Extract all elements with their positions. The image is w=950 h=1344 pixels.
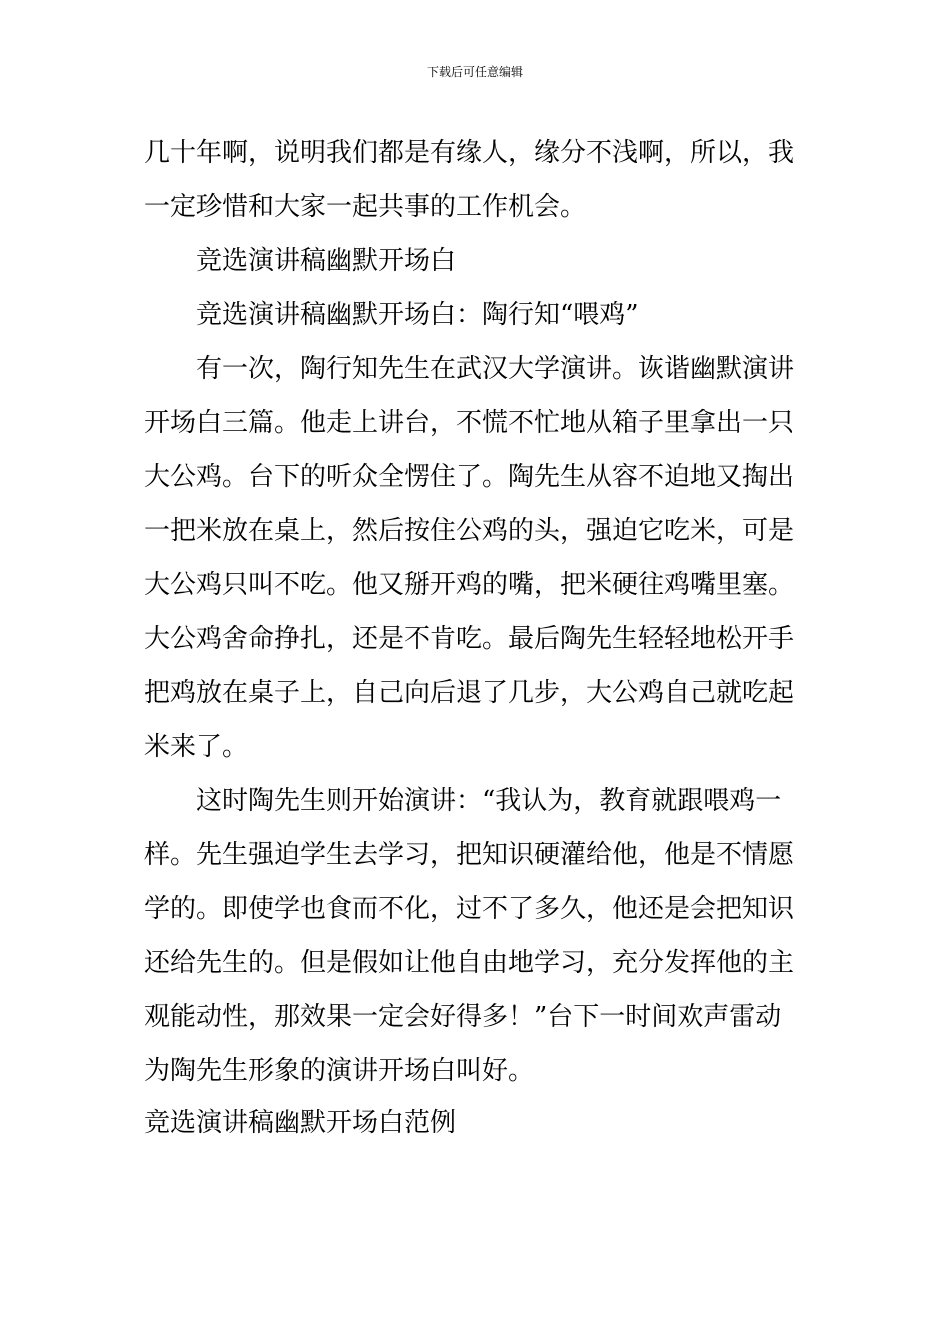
paragraph-line: 一定珍惜和大家一起共事的工作机会。 (144, 192, 587, 222)
paragraph-line: 大公鸡舍命挣扎，还是不肯吃。最后陶先生轻轻地松开手 (144, 624, 795, 654)
paragraph-line: 几十年啊，说明我们都是有缘人，缘分不浅啊，所以，我 (144, 138, 795, 168)
section-subheading: 竞选演讲稿幽默开场白：陶行知“喂鸡” (196, 300, 639, 330)
section-heading: 竞选演讲稿幽默开场白 (196, 246, 457, 276)
section-heading: 竞选演讲稿幽默开场白范例 (144, 1108, 457, 1138)
paragraph-line: 一把米放在桌上，然后按住公鸡的头，强迫它吃米，可是 (144, 516, 795, 546)
paragraph-line: 有一次，陶行知先生在武汉大学演讲。诙谐幽默演讲 (196, 354, 795, 384)
page-header: 下载后可任意编辑 (426, 65, 523, 79)
paragraph-line: 大公鸡只叫不吃。他又掰开鸡的嘴，把米硬往鸡嘴里塞。 (144, 570, 795, 600)
paragraph-line: 为陶先生形象的演讲开场白叫好。 (144, 1056, 535, 1086)
paragraph-line: 这时陶先生则开始演讲：“我认为，教育就跟喂鸡一 (196, 786, 782, 816)
paragraph-line: 开场白三篇。他走上讲台，不慌不忙地从箱子里拿出一只 (144, 408, 795, 438)
paragraph-line: 大公鸡。台下的听众全愣住了。陶先生从容不迫地又掏出 (144, 462, 795, 492)
paragraph-line: 米来了。 (144, 732, 249, 762)
paragraph-line: 学的。即使学也食而不化，过不了多久，他还是会把知识 (144, 894, 795, 924)
paragraph-line: 把鸡放在桌子上，自己向后退了几步，大公鸡自己就吃起 (144, 678, 795, 708)
document-body (144, 126, 806, 1150)
paragraph-line: 观能动性，那效果一定会好得多！”台下一时间欢声雷动 (144, 1002, 782, 1032)
paragraph-line: 还给先生的。但是假如让他自由地学习，充分发挥他的主 (144, 948, 795, 978)
paragraph-line: 样。先生强迫学生去学习，把知识硬灌给他，他是不情愿 (144, 840, 795, 870)
